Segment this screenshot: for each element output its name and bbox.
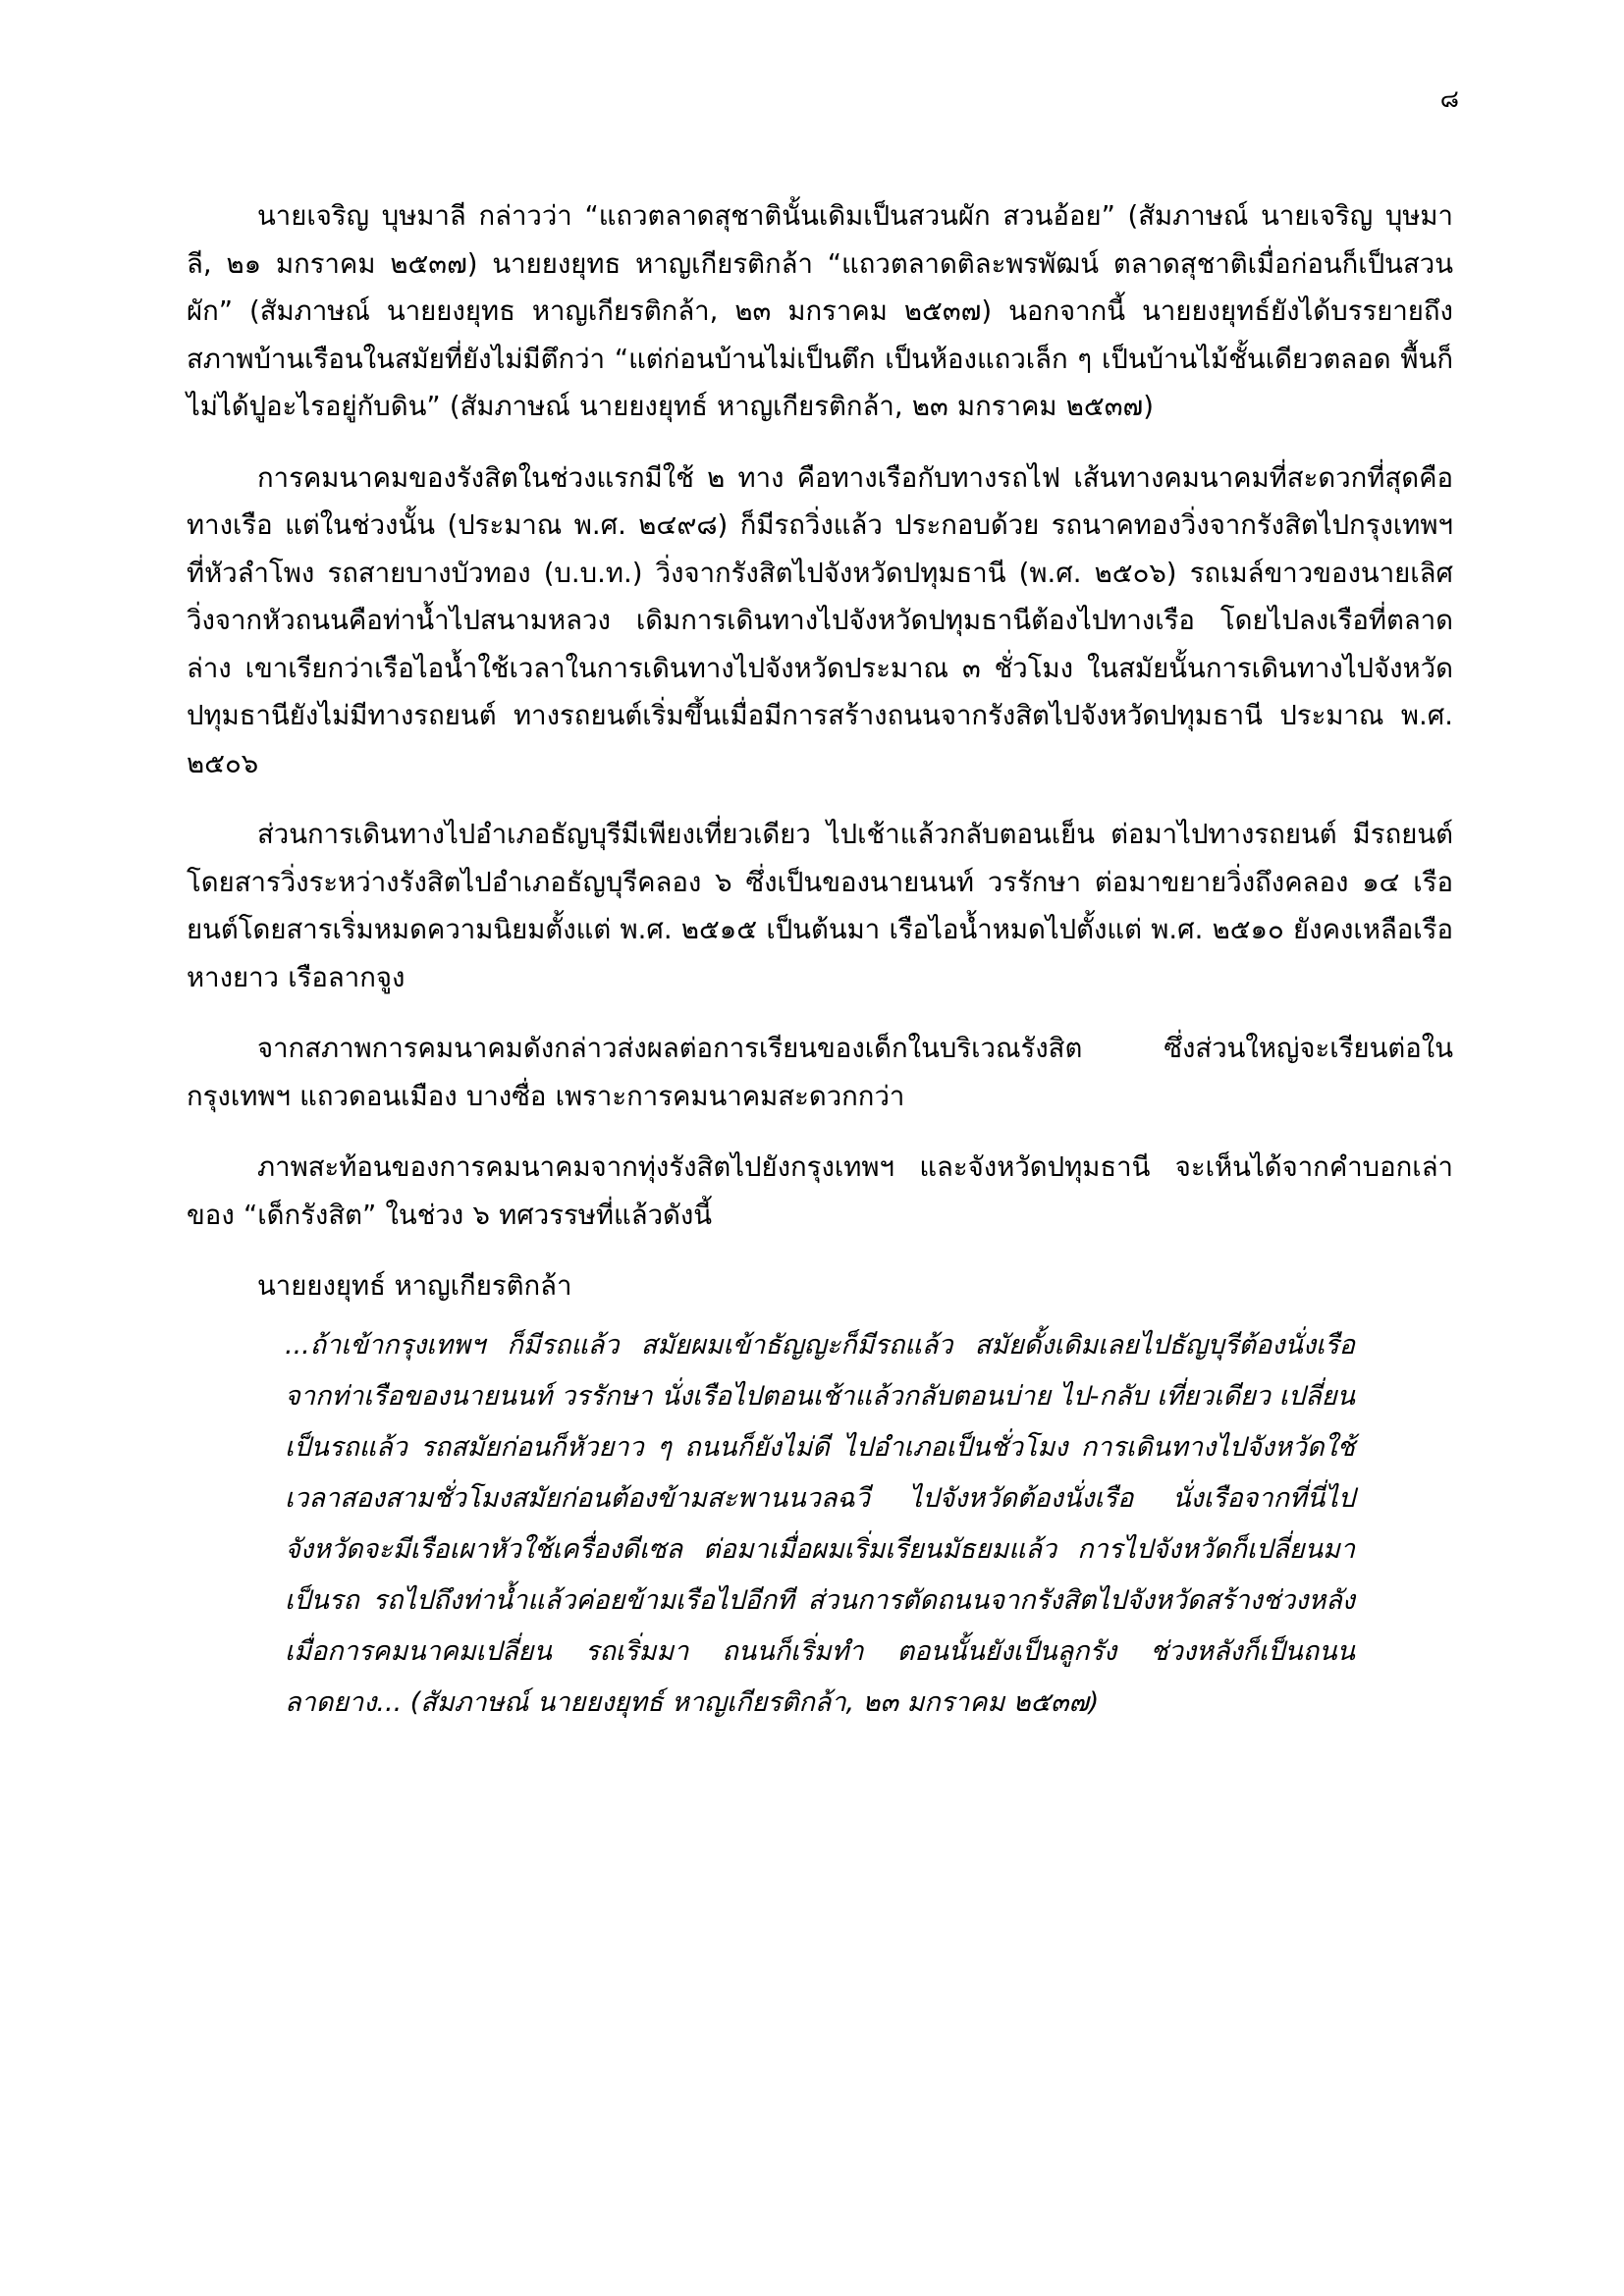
page-content (187, 192, 1453, 1729)
paragraph-2: การคมนาคมของรังสิตในช่วงแรกมีใช้ ๒ ทาง คือทางเรือกับทางรถไฟ เส้นทางคมนาคมที่สะดวกที่สุดคือทางเรือ แต่ในช่วงนั้น (ประมาณ พ.ศ. ๒๔๙๘) ก็มีรถวิ่งแล้ว ประกอบด้วย รถนาคทองวิ่งจากรังสิตไปกรุงเทพฯ ที่หัวลำโพง รถสายบางบัวทอง (บ.บ.ท.) วิ่งจากรังสิตไปจังหวัดปทุมธานี (พ.ศ. ๒๕๐๖) รถเมล์ขาวของนายเลิศ วิ่งจากหัวถนนคือท่าน้ำไปสนามหลวง เดิมการเดินทางไปจังหวัดปทุมธานีต้องไปทางเรือ โดยไปลงเรือที่ตลาดล่าง เขาเรียกว่าเรือไอน้ำใช้เวลาในการเดินทางไปจังหวัดประมาณ ๓ ชั่วโมง ในสมัยนั้นการเดินทางไปจังหวัดปทุมธานียังไม่มีทางรถยนต์ ทางรถยนต์เริ่มขึ้นเมื่อมีการสร้างถนนจากรังสิตไปจังหวัดปทุมธานี ประมาณ พ.ศ. ๒๕๐๖ (187, 461, 1453, 779)
paragraph-spacer (187, 1001, 1453, 1025)
paragraph-spacer (187, 1120, 1453, 1144)
blockquote (187, 1320, 1355, 1729)
paragraph-1: นายเจริญ บุษมาลี กล่าวว่า “แถวตลาดสุชาตินั้นเดิมเป็นสวนผัก สวนอ้อย” (สัมภาษณ์ นายเจริญ บุษมาลี, ๒๑ มกราคม ๒๕๓๗) นายยงยุทธ หาญเกียรติกล้า “แถวตลาดติละพรพัฒน์ ตลาดสุชาติเมื่อก่อนก็เป็นสวนผัก” (สัมภาษณ์ นายยงยุทธ หาญเกียรติกล้า, ๒๓ มกราคม ๒๕๓๗) นอกจากนี้ นายยงยุทธ์ยังได้บรรยายถึงสภาพบ้านเรือนในสมัยที่ยังไม่มีตึกว่า “แต่ก่อนบ้านไม่เป็นตึก เป็นห้องแถวเล็ก ๆ เป็นบ้านไม้ชั้นเดียวตลอด พื้นก็ไม่ได้ปูอะไรอยู่กับดิน” (สัมภาษณ์ นายยงยุทธ์ หาญเกียรติกล้า, ๒๓ มกราคม ๒๕๓๗) (187, 200, 1453, 422)
paragraph-3: ส่วนการเดินทางไปอำเภอธัญบุรีมีเพียงเที่ยวเดียว ไปเช้าแล้วกลับตอนเย็น ต่อมาไปทางรถยนต์ มีรถยนต์โดยสารวิ่งระหว่างรังสิตไปอำเภอธัญบุรีคลอง ๖ ซึ่งเป็นของนายนนท์ วรรักษา ต่อมาขยายวิ่งถึงคลอง ๑๔ เรือยนต์โดยสารเริ่มหมดความนิยมตั้งแต่ พ.ศ. ๒๕๑๕ เป็นต้นมา เรือไอน้ำหมดไปตั้งแต่ พ.ศ. ๒๕๑๐ ยังคงเหลือเรือหางยาว เรือลากจูง (187, 819, 1453, 993)
paragraph-5: ภาพสะท้อนของการคมนาคมจากทุ่งรังสิตไปยังกรุงเทพฯ และจังหวัดปทุมธานี จะเห็นได้จากคำบอกเล่าของ “เด็กรังสิต” ในช่วง ๖ ทศวรรษที่แล้วดังนี้ (187, 1151, 1453, 1231)
paragraph-4: จากสภาพการคมนาคมดังกล่าวส่งผลต่อการเรียนของเด็กในบริเวณรังสิต ซึ่งส่วนใหญ่จะเรียนต่อในกรุงเทพฯ แถวดอนเมือง บางซื่อ เพราะการคมนาคมสะดวกกว่า (187, 1033, 1453, 1112)
paragraph-spacer (187, 787, 1453, 811)
paragraph-spacer (187, 431, 1453, 454)
page-number: ๘ (1439, 84, 1459, 113)
blockquote-text: ...ถ้าเข้ากรุงเทพฯ ก็มีรถแล้ว สมัยผมเข้าธัญญะก็มีรถแล้ว สมัยดั้งเดิมเลยไปธัญบุรีต้องนั่งเรือจากท่าเรือของนายนนท์ วรรักษา นั่งเรือไปตอนเช้าแล้วกลับตอนบ่าย ไป-กลับ เที่ยวเดียว เปลี่ยนเป็นรถแล้ว รถสมัยก่อนก็หัวยาว ๆ ถนนก็ยังไม่ดี ไปอำเภอเป็นชั่วโมง การเดินทางไปจังหวัดใช้เวลาสองสามชั่วโมงสมัยก่อนต้องข้ามสะพานนวลฉวี ไปจังหวัดต้องนั่งเรือ นั่งเรือจากที่นี่ไปจังหวัดจะมีเรือเผาหัวใช้เครื่องดีเซล ต่อมาเมื่อผมเริ่มเรียนมัธยมแล้ว การไปจังหวัดก็เปลี่ยนมาเป็นรถ รถไปถึงท่าน้ำแล้วค่อยข้ามเรือไปอีกที ส่วนการตัดถนนจากรังสิตไปจังหวัดสร้างช่วงหลัง เมื่อการคมนาคมเปลี่ยน รถเริ่มมา ถนนก็เริ่มทำ ตอนนั้นยังเป็นลูกรัง ช่วงหลังก็เป็นถนนลาดยาง... (สัมภาษณ์ นายยงยุทธ์ หาญเกียรติกล้า, ๒๓ มกราคม ๒๕๓๗) (285, 1329, 1355, 1718)
quote-speaker-name: นายยงยุทธ์ หาญเกียรติกล้า (257, 1270, 572, 1302)
paragraph-spacer (187, 1239, 1453, 1262)
